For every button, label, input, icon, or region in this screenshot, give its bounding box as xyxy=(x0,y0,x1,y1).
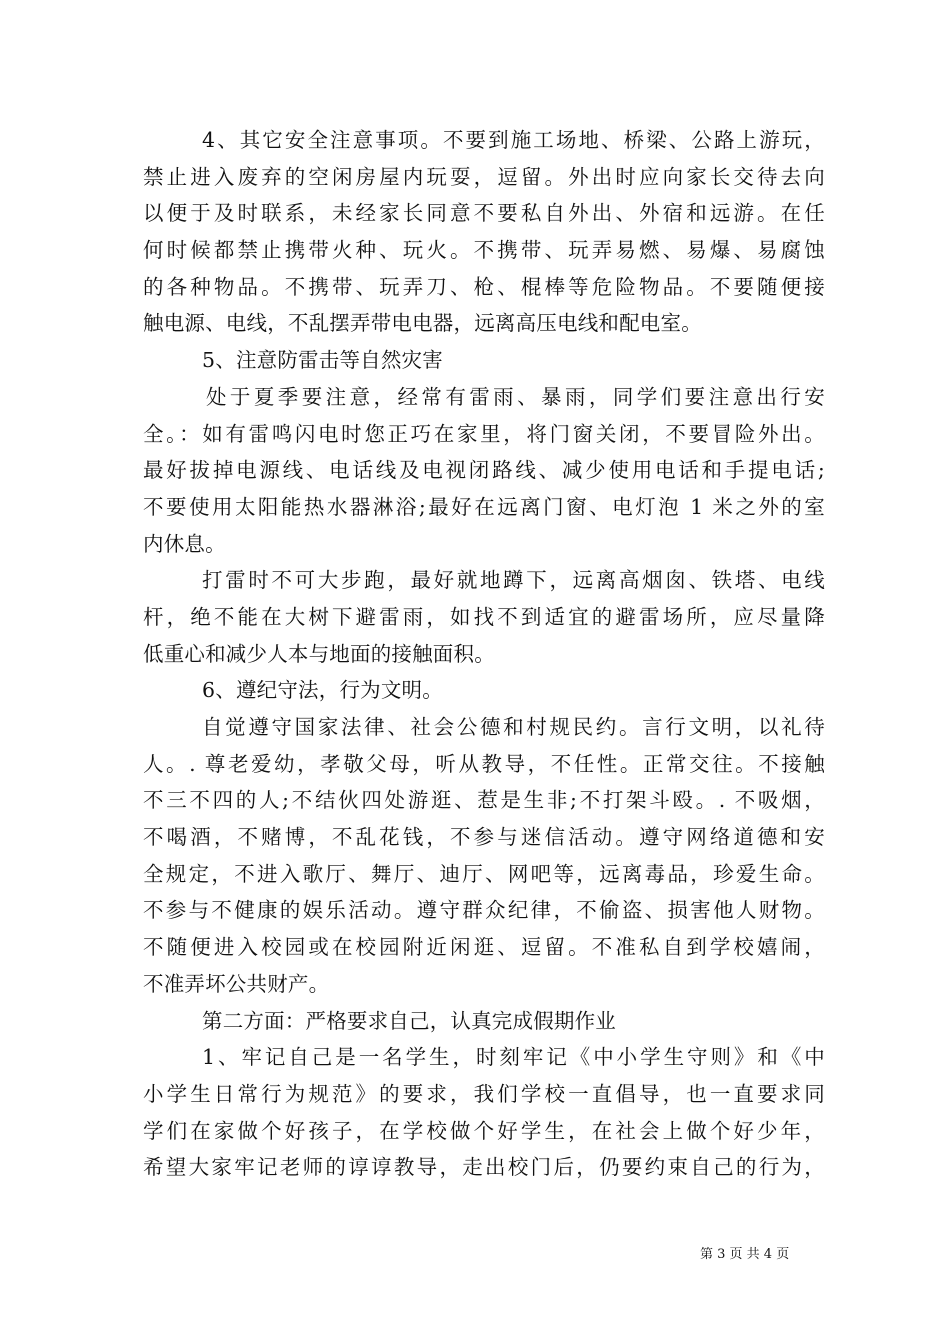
text-line: 学们在家做个好孩子，在学校做个好学生，在社会上做个好少年， xyxy=(143,1118,825,1143)
text-line: 不随便进入校园或在校园附近闲逛、逗留。不准私自到学校嬉闹， xyxy=(143,935,825,960)
text-line: 不准弄坏公共财产。 xyxy=(143,971,330,996)
text-line: 4、其它安全注意事项。不要到施工场地、桥梁、公路上游玩， xyxy=(202,128,825,152)
text-line: 不三不四的人;不结伙四处游逛、惹是生非;不打架斗殴。. 不吸烟， xyxy=(143,788,825,813)
text-line: 不参与不健康的娱乐活动。遵守群众纪律，不偷盗、损害他人财物。 xyxy=(143,898,825,923)
text-line: 何时候都禁止携带火种、玩火。不携带、玩弄易燃、易爆、易腐蚀 xyxy=(143,238,825,263)
text-line: 人。. 尊老爱幼，孝敬父母，听从教导，不任性。正常交往。不接触 xyxy=(143,751,825,776)
text-line: 自觉遵守国家法律、社会公德和村规民约。言行文明，以礼待 xyxy=(202,715,825,739)
text-line: 打雷时不可大步跑，最好就地蹲下，远离高烟囱、铁塔、电线 xyxy=(202,568,825,593)
text-line: 最好拔掉电源线、电话线及电视闭路线、减少使用电话和手提电话; xyxy=(143,458,825,483)
text-line: 小学生日常行为规范》的要求，我们学校一直倡导，也一直要求同 xyxy=(143,1081,825,1106)
text-line: 以便于及时联系，未经家长同意不要私自外出、外宿和远游。在任 xyxy=(143,201,825,226)
text-line: 触电源、电线，不乱摆弄带电电器，远离高压电线和配电室。 xyxy=(143,311,702,336)
text-line: 内休息。 xyxy=(143,531,226,556)
text-line: 全规定，不进入歌厅、舞厅、迪厅、网吧等，远离毒品，珍爱生命。 xyxy=(143,861,825,886)
text-line: 5、注意防雷击等自然灾害 xyxy=(202,348,443,373)
text-line: 处于夏季要注意，经常有雷雨、暴雨，同学们要注意出行安 xyxy=(206,384,825,409)
text-line: 禁止进入废弃的空闲房屋内玩耍，逗留。外出时应向家长交待去向 xyxy=(143,164,825,189)
text-line: 不喝酒，不赌博，不乱花钱，不参与迷信活动。遵守网络道德和安 xyxy=(143,825,825,850)
text-line: 希望大家牢记老师的谆谆教导，走出校门后，仍要约束自己的行为， xyxy=(143,1155,825,1180)
text-line: 第二方面：严格要求自己，认真完成假期作业 xyxy=(202,1008,616,1033)
text-line: 不要使用太阳能热水器淋浴;最好在远离门窗、电灯泡 1 米之外的室 xyxy=(143,494,825,519)
body-text xyxy=(143,122,825,1186)
text-line: 杆，绝不能在大树下避雷雨，如找不到适宜的避雷场所，应尽量降 xyxy=(143,604,825,629)
text-line: 全。：如有雷鸣闪电时您正巧在家里，将门窗关闭，不要冒险外出。 xyxy=(143,421,825,446)
text-line: 低重心和减少人本与地面的接触面积。 xyxy=(143,641,495,666)
text-line: 的各种物品。不携带、玩弄刀、枪、棍棒等危险物品。不要随便接 xyxy=(143,274,825,299)
page-footer: 第 3 页 共 4 页 xyxy=(700,1247,790,1262)
text-line: 1、牢记自己是一名学生，时刻牢记《中小学生守则》和《中 xyxy=(202,1045,825,1070)
text-line: 6、遵纪守法，行为文明。 xyxy=(202,678,443,703)
